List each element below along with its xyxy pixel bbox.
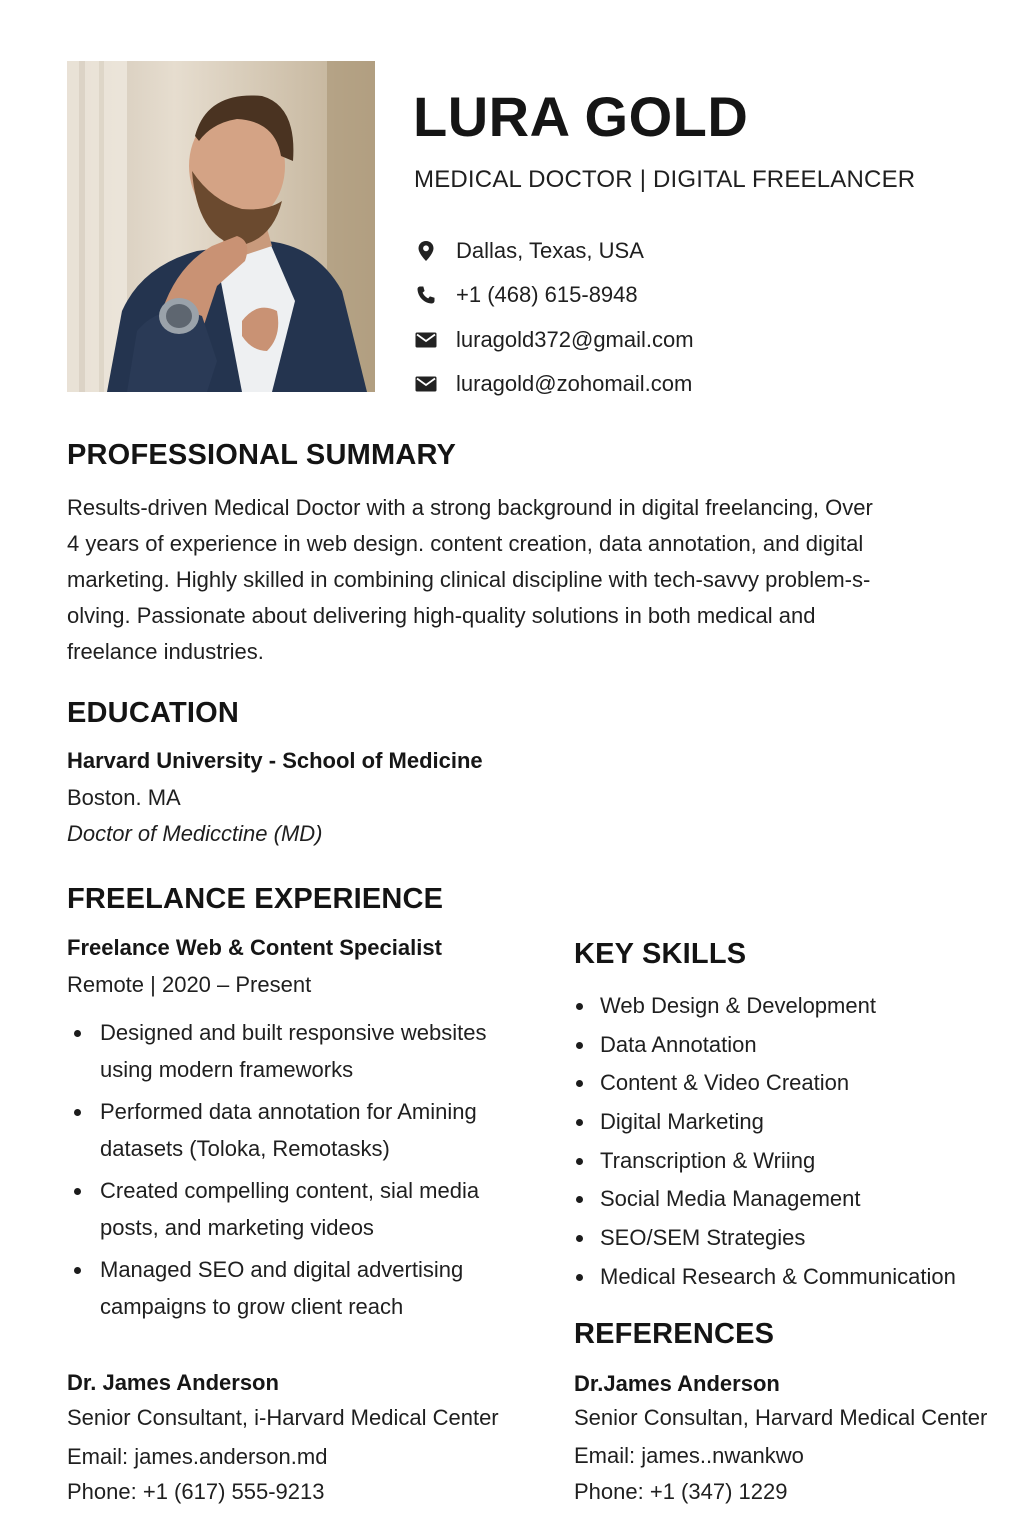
list-item-line: using modern frameworks — [100, 1057, 354, 1082]
experience-role: Freelance Web & Content Specialist — [67, 935, 442, 960]
reference-left-position: Senior Consultant, i-Harvard Medical Center — [67, 1405, 499, 1430]
list-item-line: datasets (Toloka, Remotasks) — [100, 1136, 390, 1161]
bullet-dot — [74, 1109, 81, 1116]
skills-heading: KEY SKILLS — [574, 938, 747, 970]
bullet-dot — [74, 1030, 81, 1037]
summary-heading: PROFESSIONAL SUMMARY — [67, 439, 457, 471]
list-item — [67, 1172, 537, 1246]
list-item — [574, 1105, 994, 1144]
list-item-line: Designed and built responsive websites — [100, 1020, 487, 1045]
skill-label: Digital Marketing — [600, 1109, 764, 1135]
experience-heading: FREELANCE EXPERIENCE — [67, 883, 444, 915]
summary-paragraph — [67, 490, 967, 670]
contact-phone — [414, 280, 638, 310]
contact-email-primary-text[interactable]: luragold372@gmail.com — [456, 327, 694, 352]
bullet-dot — [576, 1042, 583, 1049]
reference-left-name: Dr. James Anderson — [67, 1370, 279, 1395]
list-item — [574, 1221, 994, 1260]
reference-right-name: Dr.James Anderson — [574, 1371, 780, 1396]
list-item-line: campaigns to grow client reach — [100, 1294, 404, 1319]
list-item — [574, 1144, 994, 1183]
skill-label: Web Design & Development — [600, 993, 876, 1018]
list-item — [574, 989, 994, 1028]
skill-label: Data Annotation — [600, 1031, 757, 1057]
reference-right-phone: Phone: +1 (347) 1229 — [574, 1479, 788, 1504]
reference-left-email: Email: james.anderson.md — [67, 1444, 328, 1469]
bullet-dot — [576, 1119, 583, 1126]
list-item — [574, 1028, 994, 1067]
bullet-dot — [576, 1196, 583, 1203]
skill-label: Content & Video Creation — [600, 1070, 850, 1096]
bullet-dot — [576, 1080, 583, 1087]
skill-label: Social Media Management — [600, 1186, 861, 1212]
envelope-icon — [414, 372, 438, 396]
summary-line: marketing. Highly skilled in combining clinical discipline with tech-savvy problem-s- — [67, 567, 871, 592]
contact-location — [414, 236, 644, 266]
education-school: Harvard University - School of Medicine — [67, 748, 483, 773]
contact-email-primary — [414, 325, 694, 355]
skill-label: Transcription & Wriing — [600, 1147, 816, 1173]
reference-left-phone: Phone: +1 (617) 555-9213 — [67, 1479, 325, 1504]
list-item — [574, 1260, 994, 1299]
list-item-line: Performed data annotation for Amining — [100, 1099, 477, 1124]
references-heading: REFERENCES — [574, 1318, 775, 1350]
list-item — [574, 1182, 994, 1221]
list-item — [67, 1093, 537, 1167]
bullet-dot — [576, 1158, 583, 1165]
contact-email-secondary — [414, 369, 692, 399]
experience-meta: Remote | 2020 – Present — [67, 972, 312, 997]
summary-line: 4 years of experience in web design. content creation, data annotation, and digital — [67, 531, 864, 556]
contact-phone-text: +1 (468) 615-8948 — [456, 282, 638, 307]
candidate-name: LURA GOLD — [413, 85, 749, 148]
skill-label: Medical Research & Communication — [600, 1263, 956, 1289]
experience-bullets — [67, 1014, 537, 1330]
bullet-dot — [576, 1235, 583, 1242]
list-item — [67, 1014, 537, 1088]
envelope-icon — [414, 328, 438, 352]
skill-label: SEO/SEM Strategies — [600, 1225, 806, 1251]
candidate-title: MEDICAL DOCTOR | DIGITAL FREELANCER — [414, 166, 916, 193]
skills-list — [574, 989, 994, 1299]
contact-email-secondary-text[interactable]: luragold@zohomail.com — [456, 371, 693, 396]
summary-line: Results-driven Medical Doctor with a strong background in digital freelancing, Over — [67, 495, 873, 520]
profile-photo — [67, 61, 375, 392]
bullet-dot — [74, 1267, 81, 1274]
reference-right-email: Email: james..nwankwo — [574, 1443, 804, 1468]
bullet-dot — [576, 1274, 583, 1281]
list-item — [574, 1066, 994, 1105]
education-degree: Doctor of Medicctine (MD) — [67, 821, 323, 846]
education-heading: EDUCATION — [67, 697, 240, 729]
bullet-dot — [576, 1003, 583, 1010]
location-pin-icon — [414, 239, 438, 263]
phone-icon — [414, 283, 438, 307]
summary-line: olving. Passionate about delivering high-quality solutions in both medical and — [67, 603, 816, 628]
education-location: Boston. MA — [67, 785, 181, 810]
contact-location-text: Dallas, Texas, USA — [456, 238, 644, 263]
bullet-dot — [74, 1188, 81, 1195]
list-item — [67, 1251, 537, 1325]
reference-right-position: Senior Consultan, Harvard Medical Center — [574, 1405, 988, 1430]
list-item-line: Managed SEO and digital advertising — [100, 1257, 464, 1282]
list-item-line: posts, and marketing videos — [100, 1215, 374, 1240]
list-item-line: Created compelling content, sial media — [100, 1178, 480, 1203]
summary-line: freelance industries. — [67, 639, 264, 664]
